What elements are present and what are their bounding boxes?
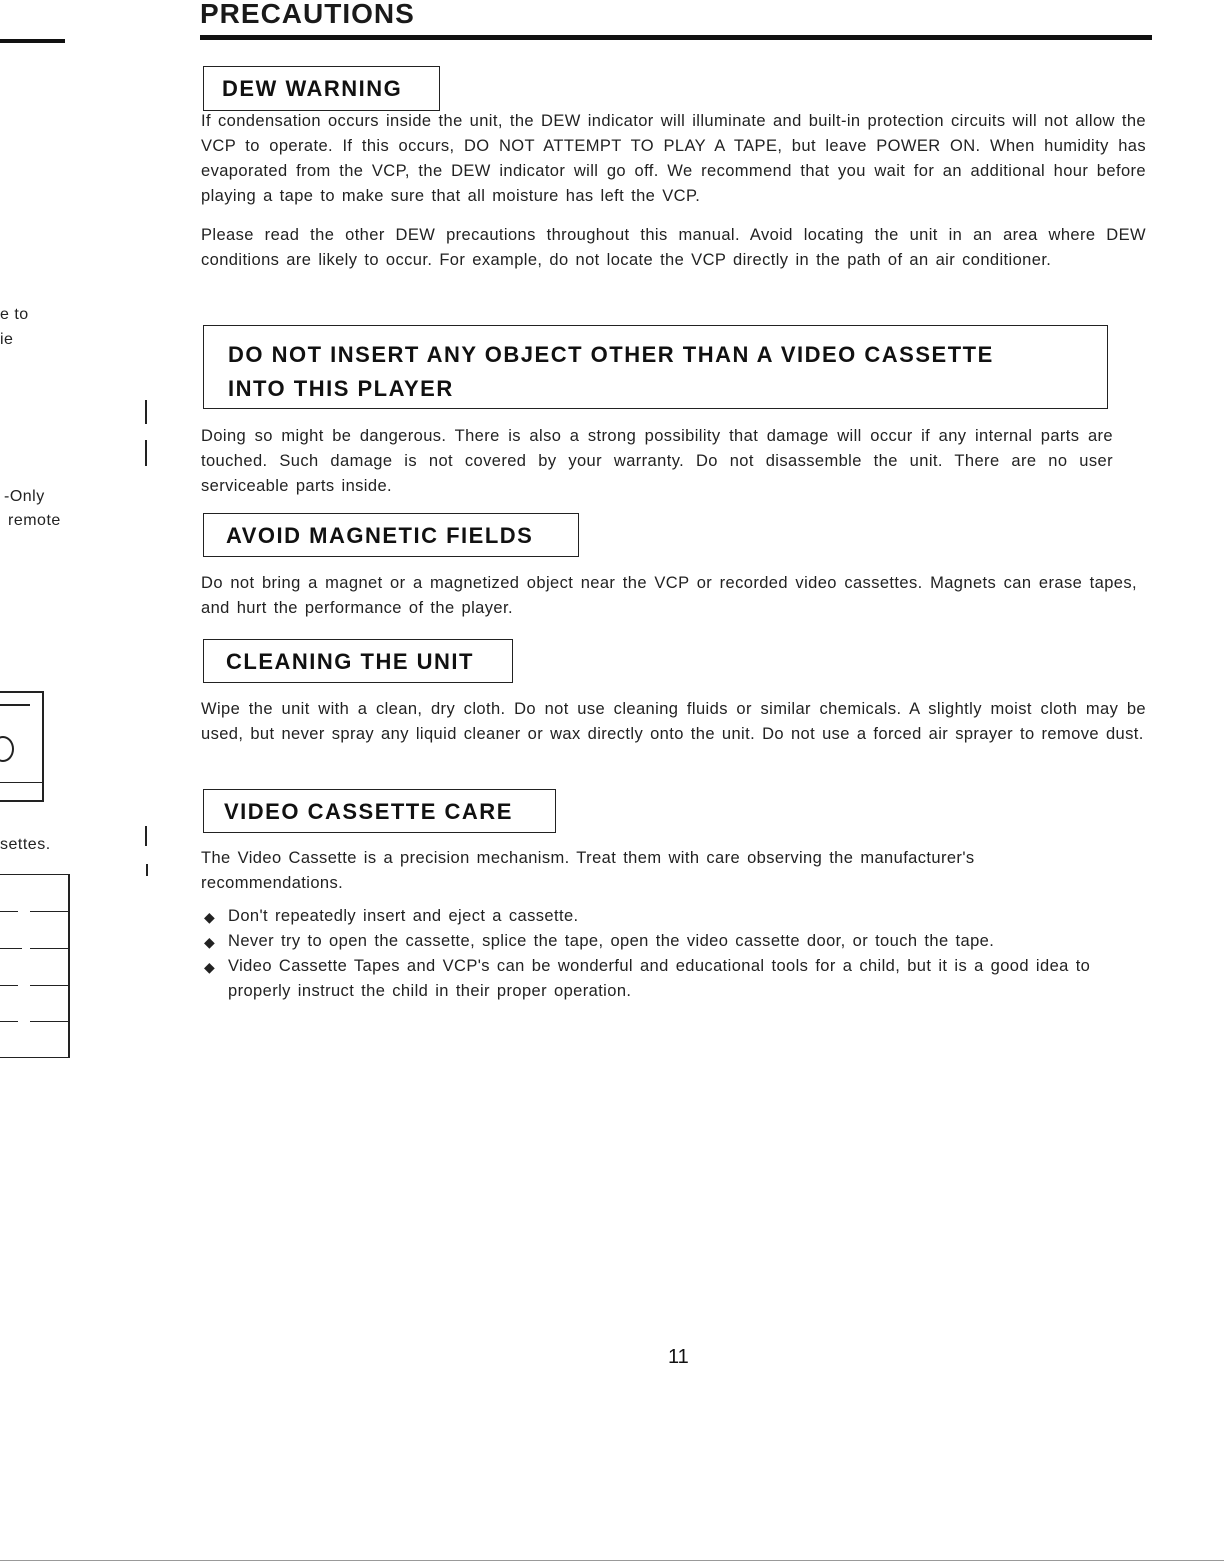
magnetic-fields-heading: AVOID MAGNETIC FIELDS	[203, 513, 579, 557]
diamond-bullet-icon: ◆	[204, 934, 216, 950]
insert-warning-paragraph: Doing so might be dangerous. There is also a strong possibility that damage will occur if any internal parts are touched. Such damage is not covered by your warranty. Do not disassemble the unit. There are no user serviceable parts inside.	[201, 427, 1113, 495]
title-rule	[200, 35, 1152, 40]
list-item: ◆ Don't repeatedly insert and eject a cassette.	[204, 904, 1146, 929]
list-item: ◆ Never try to open the cassette, splice the tape, open the video cassette door, or touch the tape.	[204, 929, 1146, 954]
dew-warning-heading: DEW WARNING	[203, 66, 440, 111]
dew-warning-paragraph-1: If condensation occurs inside the unit, the DEW indicator will illuminate and built-in protection circuits will not allow the VCP to operate. If this occurs, DO NOT ATTEMPT TO PLAY A TAPE, but leave POWER ON. When humidity has evaporated from the VCP, the DEW indicator will go off. We recommend that you wait for an additional hour before playing a tape to make sure that all moisture has left the VCP.	[201, 112, 1146, 205]
magnetic-fields-paragraph: Do not bring a magnet or a magnetized object near the VCP or recorded video cassettes. Magnets can erase tapes, and hurt the performance of the player.	[201, 574, 1137, 617]
insert-warning-heading: DO NOT INSERT ANY OBJECT OTHER THAN A VIDEO CASSETTE INTO THIS PLAYER	[203, 325, 1108, 409]
cleaning-heading: CLEANING THE UNIT	[203, 639, 513, 683]
diamond-bullet-icon: ◆	[204, 909, 216, 925]
list-item: ◆ Video Cassette Tapes and VCP's can be wonderful and educational tools for a child, but it is a good idea to properly instruct the child in their proper operation.	[204, 957, 1091, 1000]
margin-fragment: e to	[0, 306, 29, 323]
margin-fragment: ie	[0, 331, 14, 348]
page-number: 11	[668, 1346, 689, 1368]
cassette-care-heading: VIDEO CASSETTE CARE	[203, 789, 556, 833]
page-title: PRECAUTIONS	[200, 0, 415, 29]
diamond-bullet-icon: ◆	[204, 959, 216, 975]
margin-fragment: -Only	[4, 488, 45, 505]
left-margin-rule	[0, 39, 65, 43]
margin-fragment: settes.	[0, 836, 51, 853]
margin-fragment: remote	[8, 512, 61, 529]
dew-warning-paragraph-2: Please read the other DEW precautions throughout this manual. Avoid locating the unit in an area where DEW conditions are likely to occur. For example, do not locate the VCP directly in the path of an air conditioner.	[201, 226, 1146, 269]
scan-edge-line	[0, 1560, 1224, 1561]
cassette-care-list	[204, 904, 1146, 1004]
cleaning-paragraph: Wipe the unit with a clean, dry cloth. Do not use cleaning fluids or similar chemicals. A slightly moist cloth may be used, but never spray any liquid cleaner or wax directly onto the unit. Do not use a forced air sprayer to remove dust.	[201, 700, 1146, 743]
cassette-care-paragraph: The Video Cassette is a precision mechanism. Treat them with care observing the manufacturer's recommendations.	[201, 849, 975, 892]
